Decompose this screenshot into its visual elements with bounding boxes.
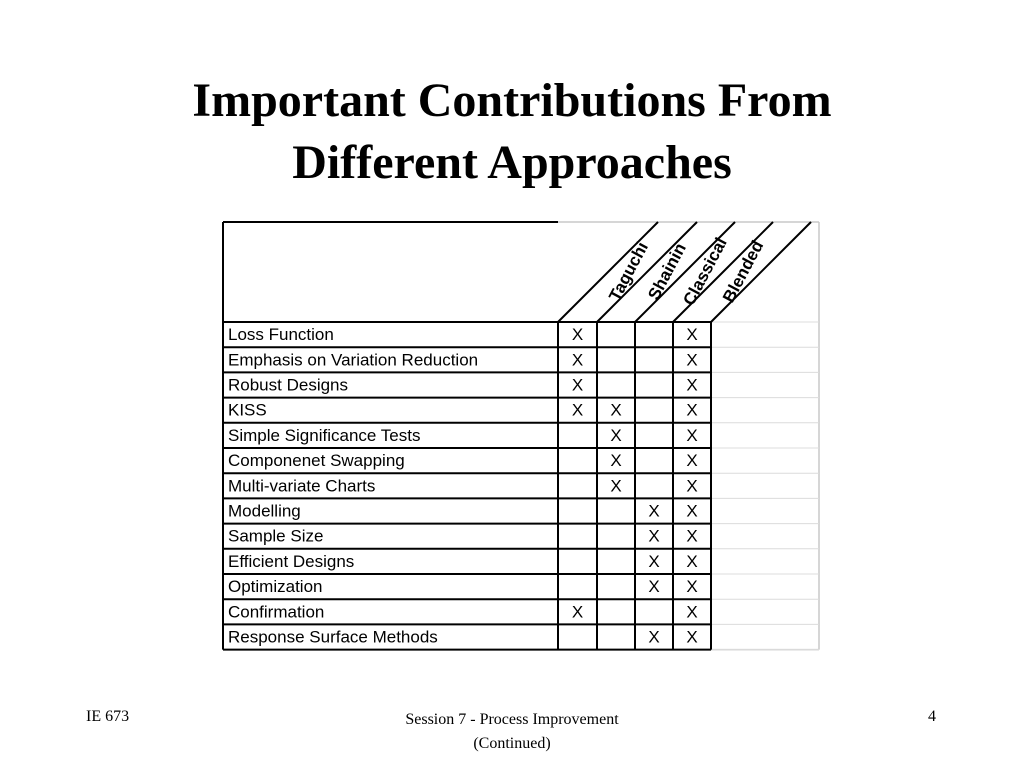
- row-label: Optimization: [228, 577, 323, 597]
- cell-mark-taguchi: X: [571, 400, 584, 420]
- cell-mark-taguchi: X: [571, 602, 584, 622]
- cell-mark-blended: X: [686, 627, 698, 647]
- column-header-taguchi: Taguchi: [605, 238, 652, 305]
- cell-mark-blended: X: [686, 451, 698, 471]
- cell-mark-taguchi: X: [571, 325, 584, 345]
- row-label: Sample Size: [228, 526, 324, 546]
- header-diagonal-line: [558, 222, 658, 322]
- cell-mark-blended: X: [686, 476, 698, 496]
- cell-mark-blended: X: [686, 551, 698, 571]
- slide-title-line-1: Important Contributions From: [192, 74, 832, 127]
- header-diagonal-line: [635, 222, 735, 322]
- row-label: Response Surface Methods: [228, 627, 438, 647]
- row-label: Robust Designs: [228, 375, 349, 395]
- cell-mark-blended: X: [686, 375, 698, 395]
- row-label: Simple Significance Tests: [228, 425, 421, 445]
- footer-session-title: [312, 708, 712, 756]
- column-header-classical: Classical: [679, 234, 731, 309]
- row-label: Emphasis on Variation Reduction: [228, 350, 479, 370]
- row-label: Confirmation: [228, 602, 325, 622]
- cell-mark-blended: X: [686, 325, 698, 345]
- footer-session-line-2: (Continued): [473, 735, 551, 752]
- cell-mark-shainin: X: [610, 451, 622, 471]
- cell-mark-shainin: X: [610, 425, 622, 445]
- slide-title-line-2: Different Approaches: [292, 136, 732, 189]
- header-diagonal-line: [673, 222, 773, 322]
- cell-mark-blended: X: [686, 350, 698, 370]
- cell-mark-classical: X: [648, 577, 660, 597]
- footer-session-line-1: Session 7 - Process Improvement: [405, 711, 619, 728]
- cell-mark-blended: X: [686, 400, 698, 420]
- cell-mark-blended: X: [686, 577, 698, 597]
- cell-mark-blended: X: [686, 501, 698, 521]
- cell-mark-blended: X: [686, 602, 698, 622]
- header-diagonal-line: [597, 222, 697, 322]
- cell-mark-classical: X: [648, 627, 660, 647]
- row-label: KISS: [228, 400, 267, 420]
- footer-course-code: IE 673: [86, 708, 130, 725]
- row-label: Multi-variate Charts: [228, 476, 376, 496]
- cell-mark-taguchi: X: [571, 375, 584, 395]
- cell-mark-classical: X: [648, 501, 660, 521]
- column-header-shainin: Shainin: [644, 239, 690, 304]
- cell-mark-shainin: X: [610, 476, 622, 496]
- row-label: Modelling: [228, 501, 301, 521]
- cell-mark-classical: X: [648, 526, 660, 546]
- cell-mark-blended: X: [686, 425, 698, 445]
- row-label: Componenet Swapping: [228, 451, 405, 471]
- row-label: Loss Function: [228, 325, 334, 345]
- column-header-blended: Blended: [718, 237, 768, 306]
- cell-mark-taguchi: X: [571, 350, 584, 370]
- header-diagonal-line: [711, 222, 811, 322]
- cell-mark-blended: X: [686, 526, 698, 546]
- cell-mark-classical: X: [648, 551, 660, 571]
- footer-page-number: 4: [928, 708, 936, 725]
- row-label: Efficient Designs: [228, 551, 355, 571]
- cell-mark-shainin: X: [610, 400, 622, 420]
